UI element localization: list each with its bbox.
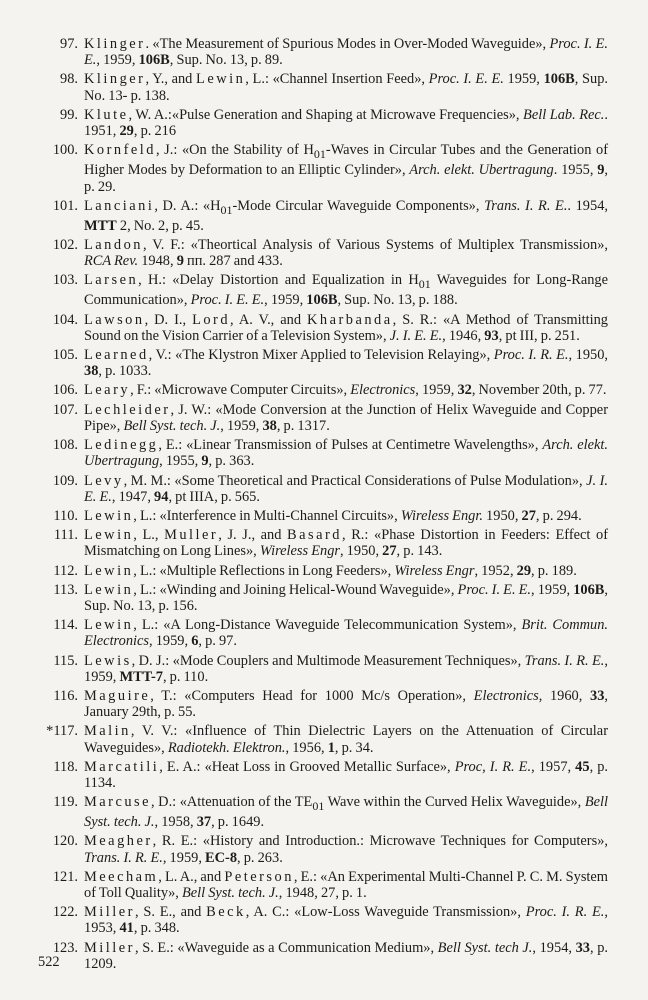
reference-list — [20, 36, 608, 975]
reference-number: 100. — [52, 142, 78, 159]
reference-item — [20, 142, 608, 194]
reference-number: 122. — [52, 904, 78, 921]
reference-text: Marcuse, D.: «Attenuation of the $TE_{01}$ Wave within the Curved Helix Waveguide», Bell Syst. tech. J., 1958, 37, p. 1649. — [84, 794, 608, 831]
reference-number: 108. — [52, 437, 78, 454]
reference-number: 115. — [53, 652, 78, 669]
reference-text: Miller, S. E., and Beck, A. C.: «Low-Loss Waveguide Transmission», Proc. I. R. E., 1953, 41, p. 348. — [84, 904, 608, 937]
reference-item — [20, 473, 608, 505]
reference-text: Lewin, L.: «Multiple Reflections in Long Feeders», Wireless Engr, 1952, 29, p. 189. — [84, 562, 577, 579]
reference-text: Lewin, L.: «A Long-Distance Waveguide Telecommunication System», Brit. Commun. Electronics, 1959, 6, p. 97. — [84, 617, 608, 650]
reference-text: Maguire, T.: «Computers Head for 1000 Mc/s Operation», Electronics, 1960, 33, January 29th, p. 55. — [84, 687, 609, 721]
reference-number: 120. — [52, 833, 78, 850]
reference-item — [20, 940, 608, 972]
reference-text: Larsen, H.: «Delay Distortion and Equalization in $H_{01}$ Waveguides for Long-Range Communication», Proc. I. E. E., 1959, 106B, Sup. No. 13, p. 188. — [84, 272, 609, 309]
reference-text: Miller, S. E.: «Waveguide as a Communication Medium», Bell Syst. tech J., 1954, 33, p. 1209. — [84, 939, 608, 972]
reference-number: *117. — [46, 723, 78, 740]
reference-text: Learned, V.: «The Klystron Mixer Applied to Television Relaying», Proc. I. R. E., 1950, 38, p. 1033. — [84, 347, 608, 380]
reference-item — [20, 508, 608, 524]
reference-number: 114. — [53, 617, 78, 634]
reference-text: Klinger. «The Measurement of Spurious Modes in Over-Moded Waveguide», Proc. I. E. E., 1959, 106B, Sup. No. 13, p. 89. — [84, 36, 608, 69]
reference-text: Malin, V. V.: «Influence of Thin Dielectric Layers on the Attenuation of Circular Waveguides», Radiotekh. Elektron., 1956, 1, p. 34. — [84, 723, 608, 756]
reference-number: 106. — [52, 382, 78, 399]
reference-text: Meecham, L. A., and Peterson, E.: «An Experimental Multi-Channel P. C. M. System of Toll Quality», Bell Syst. tech. J., 1948, 27, p. 1. — [84, 868, 608, 902]
reference-number: 103. — [52, 272, 78, 289]
reference-number: 113. — [53, 581, 78, 598]
reference-text: Lechleider, J. W.: «Mode Conversion at the Junction of Helix Waveguide and Copper Pipe», Bell Syst. tech. J., 1959, 38, p. 1317. — [84, 401, 608, 434]
reference-item — [20, 402, 608, 434]
reference-text: Klute, W. A.:«Pulse Generation and Shaping at Microwave Frequencies», Bell Lab. Rec.. 1951, 29, p. 216 — [84, 106, 609, 140]
reference-item — [20, 582, 608, 614]
reference-text: Lanciani, D. A.: «$H_{01}$-Mode Circular Waveguide Components», Trans. I. R. E.. 1954, MTT 2, No. 2, p. 45. — [84, 197, 608, 234]
reference-item — [20, 688, 608, 720]
reference-item — [20, 347, 608, 379]
reference-text: Landon, V. F.: «Theortical Analysis of Various Systems of Multiplex Transmission», RCA Rev. 1948, 9 пп. 287 and 433. — [84, 236, 608, 270]
reference-text: Lewin, L., Muller, J. J., and Basard, R.: «Phase Distortion in Feeders: Effect of Mismatching on Long Lines», Wireless Engr, 1950, 27, p. 143. — [84, 527, 608, 560]
reference-item — [20, 198, 608, 234]
reference-number: 123. — [52, 939, 78, 956]
reference-number: 109. — [52, 472, 78, 489]
reference-item — [20, 312, 608, 344]
reference-number: 121. — [52, 868, 78, 885]
reference-text: Lewis, D. J.: «Mode Couplers and Multimode Measurement Techniques», Trans. I. R. E., 1959, MTT-7, p. 110. — [84, 652, 608, 685]
reference-number: 105. — [52, 347, 78, 364]
reference-item — [20, 723, 608, 755]
reference-text: Ledinegg, E.: «Linear Transmission of Pulses at Centimetre Wavelengths», Arch. elekt. Ubertragung, 1955, 9, p. 363. — [84, 437, 609, 470]
reference-item — [20, 869, 608, 901]
reference-text: Marcatili, E. A.: «Heat Loss in Grooved Metallic Surface», Proc, I. R. E., 1957, 45, p. 1134. — [84, 758, 609, 791]
reference-item — [20, 71, 608, 103]
reference-number: 99. — [60, 106, 78, 123]
reference-number: 107. — [52, 401, 78, 418]
reference-text: Lewin, L.: «Interference in Multi-Channel Circuits», Wireless Engr. 1950, 27, p. 294. — [84, 507, 582, 524]
reference-item — [20, 382, 608, 398]
reference-text: Lewin, L.: «Winding and Joining Helical-Wound Waveguide», Proc. I. E. E., 1959, 106B, Sup. No. 13, p. 156. — [84, 581, 608, 614]
reference-item — [20, 904, 608, 936]
reference-number: 110. — [53, 507, 78, 524]
reference-item — [20, 617, 608, 649]
reference-item — [20, 36, 608, 68]
reference-item — [20, 794, 608, 830]
reference-number: 118. — [53, 758, 78, 775]
reference-item — [20, 527, 608, 559]
page-number: 522 — [38, 954, 60, 970]
reference-text: Klinger, Y., and Lewin, L.: «Channel Insertion Feed», Proc. I. E. E. 1959, 106B, Sup. No. 13- p. 138. — [84, 71, 609, 104]
reference-number: 116. — [53, 687, 78, 704]
reference-text: Levy, M. M.: «Some Theoretical and Practical Considerations of Pulse Modulation», J. I. E. E., 1947, 94, pt IIIA, p. 565. — [84, 472, 608, 505]
reference-item — [20, 759, 608, 791]
reference-text: Meagher, R. E.: «History and Introduction.: Microwave Techniques for Computers», Trans. I. R. E., 1959, EC-8, p. 263. — [84, 833, 608, 866]
reference-text: Leary, F.: «Microwave Computer Circuits», Electronics, 1959, 32, November 20th, p. 77. — [84, 382, 607, 399]
reference-item — [20, 272, 608, 308]
reference-item — [20, 107, 608, 139]
reference-number: 102. — [52, 236, 78, 253]
reference-item — [20, 653, 608, 685]
reference-number: 97. — [60, 36, 78, 52]
reference-item — [20, 563, 608, 579]
reference-number: 101. — [52, 197, 78, 214]
reference-item — [20, 437, 608, 469]
reference-text: Kornfeld, J.: «On the Stability of $H_{01}$-Waves in Circular Tubes and the Generation of Higher Modes by Deformation to an Elliptic Cylinder», Arch. elekt. Ubertragung. 1955, 9, p. 29. — [84, 142, 609, 195]
reference-number: 98. — [60, 71, 78, 88]
reference-number: 112. — [53, 562, 78, 579]
reference-item — [20, 237, 608, 269]
reference-number: 111. — [53, 527, 78, 544]
reference-text: Lawson, D. I., Lord, A. V., and Kharbanda, S. R.: «A Method of Transmitting Sound on the Vision Carrier of a Television System», J. I. E. E., 1946, 93, pt III, p. 251. — [84, 311, 609, 344]
reference-item — [20, 833, 608, 865]
reference-number: 104. — [52, 311, 78, 328]
reference-number: 119. — [53, 794, 78, 811]
